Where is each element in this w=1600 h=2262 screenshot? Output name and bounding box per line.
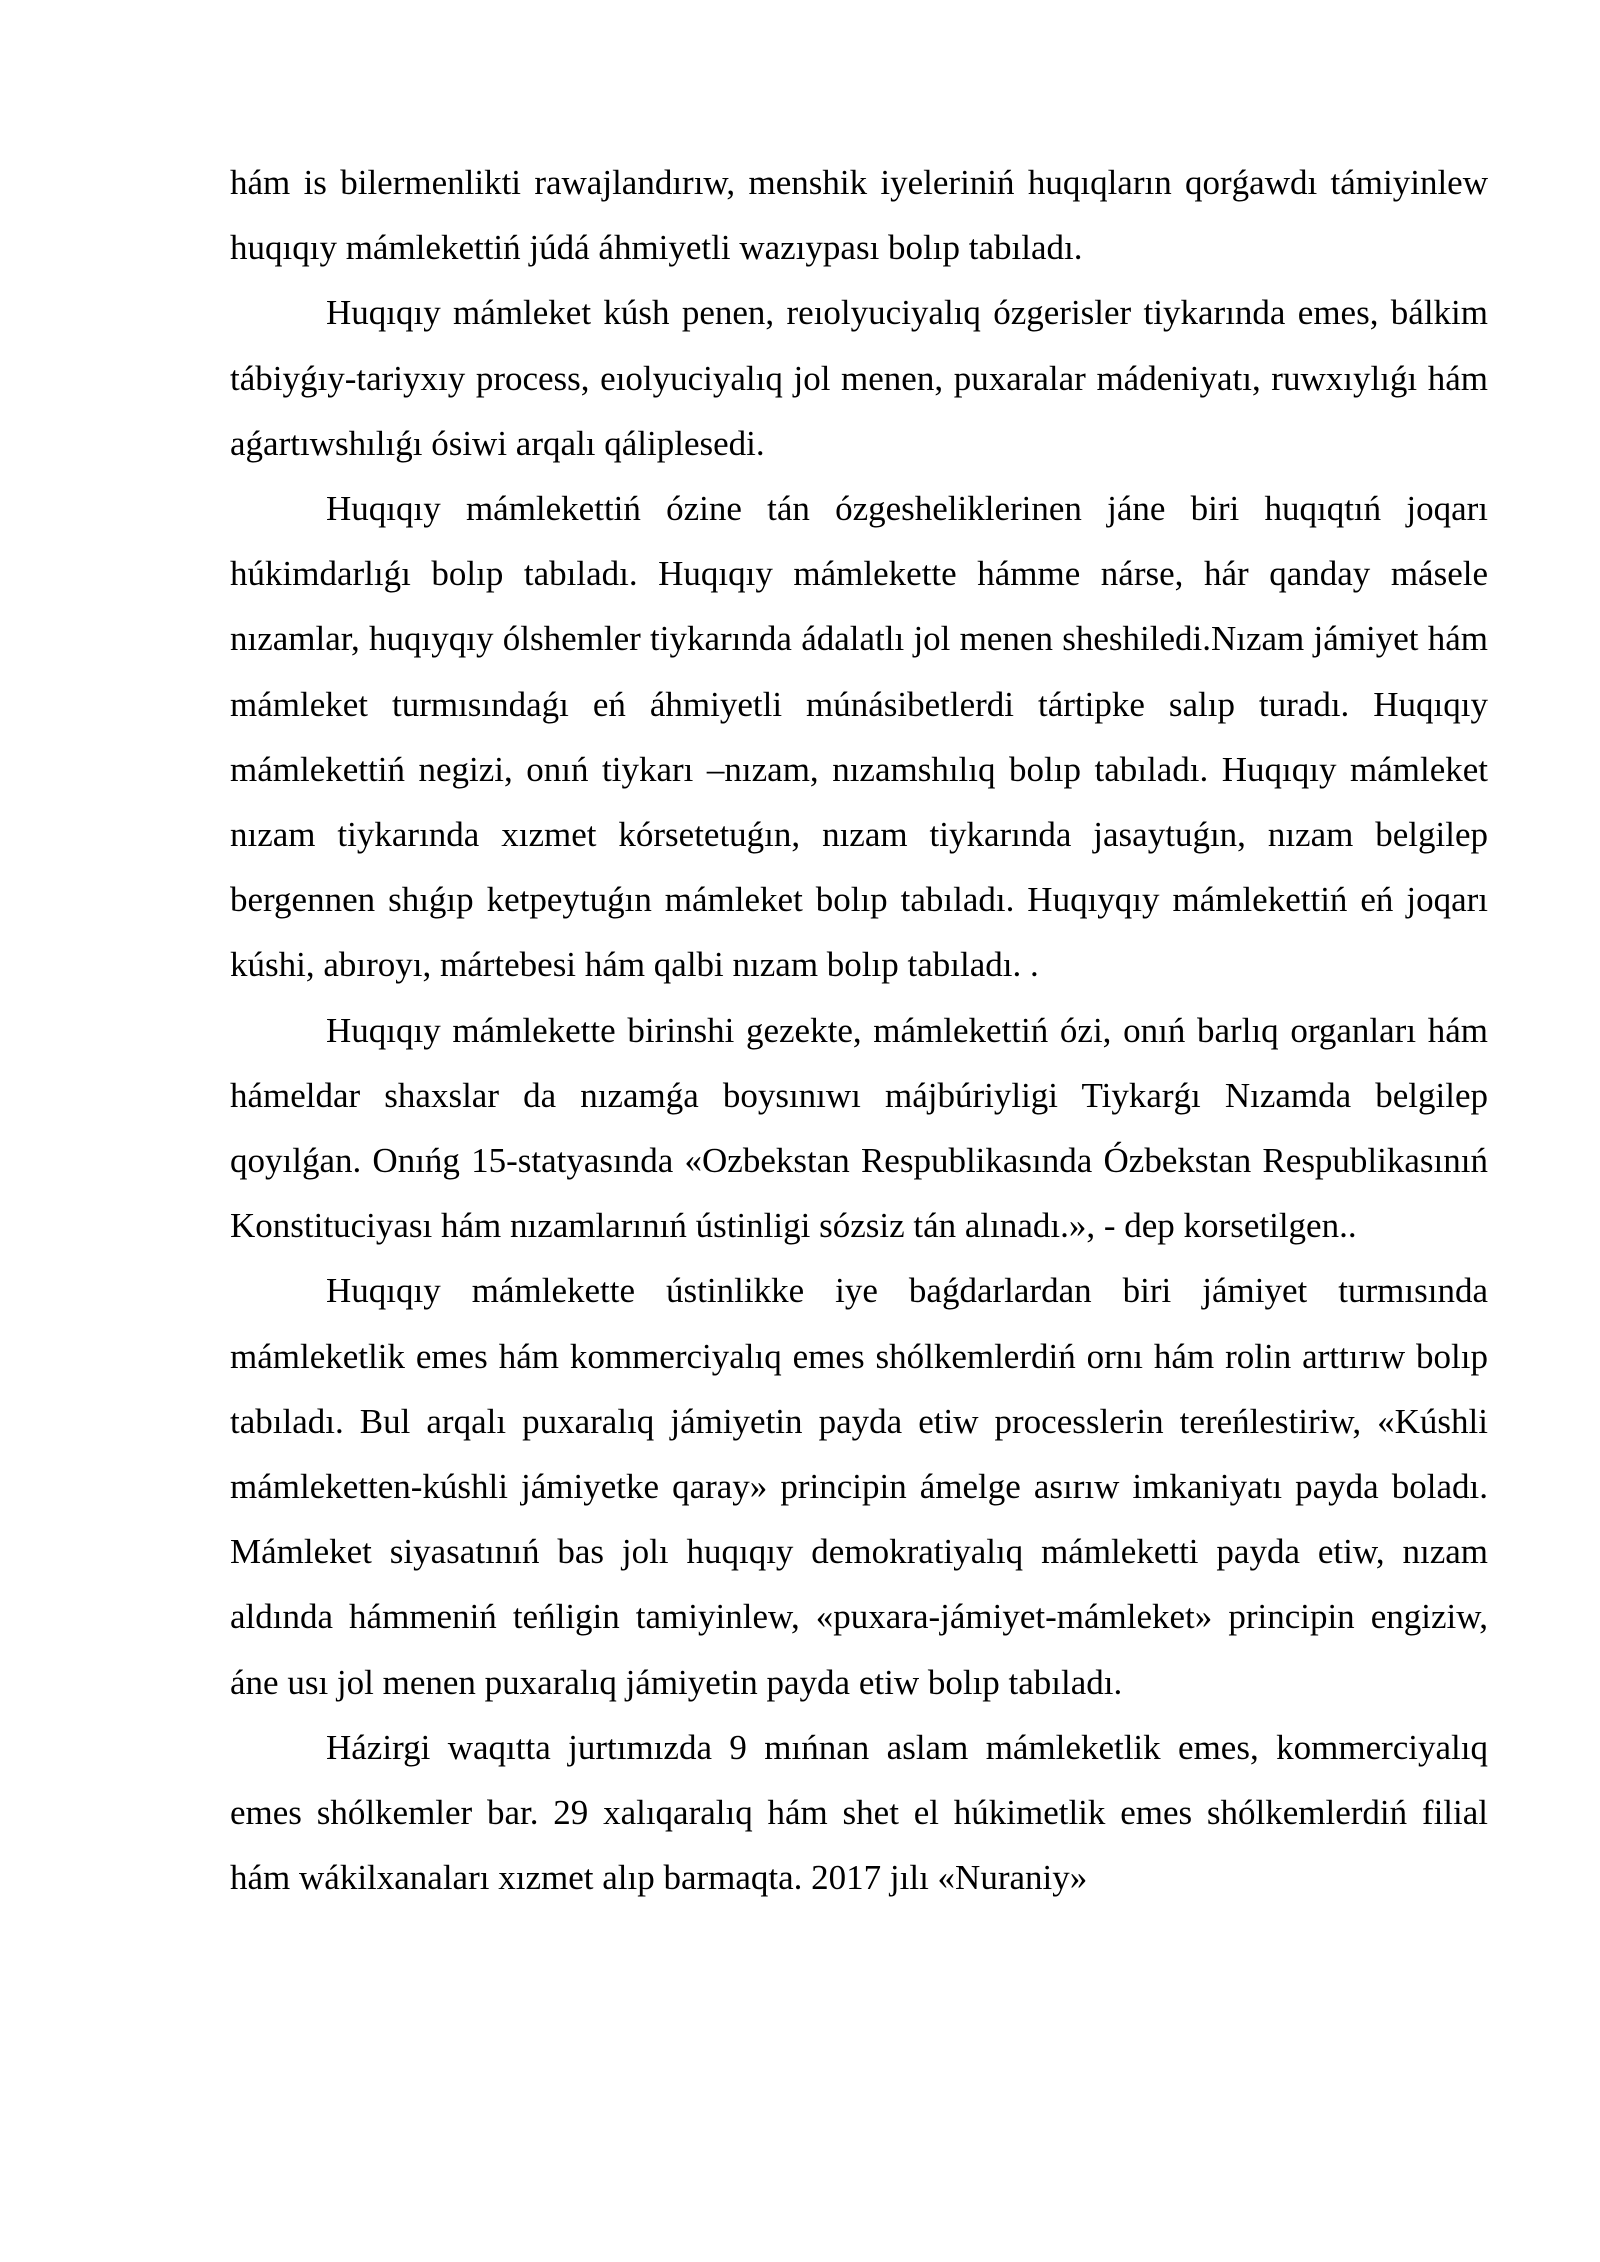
paragraph-4: Huqıqıy mámlekette birinshi gezekte, mámlekettiń ózi, onıń barlıq organları hám hámeldar shaxslar da nızamǵa boysınıwı májbúriyligi Tiykarǵı Nızamda belgilep qoyılǵan. Onıńg 15-statyasında «Ozbekstan Respublikasında Ózbekstan Respublikasınıń Konstituciyası hám nızamlarınıń ústinligi sózsiz tán alınadı.», - dep korsetilgen.. xyxy=(230,1010,1488,1246)
paragraph-3: Huqıqıy mámlekettiń ózine tán ózgesheliklerinen jáne biri huqıqtıń joqarı húkimdarlıǵı bolıp tabıladı. Huqıqıy mámlekette hámme nárse, hár qanday másele nızamlar, huqıyqıy ólshemler tiykarında ádalatlı jol menen sheshiledi.Nızam jámiyet hám mámleket turmısındaǵı eń áhmiyetli múnásibetlerdi tártipke salıp turadı. Huqıqıy mámlekettiń negizi, onıń tiykarı –nızam, nızamshılıq bolıp tabıladı. Huqıqıy mámleket nızam tiykarında xızmet kórsetetuǵın, nızam tiykarında jasaytuǵın, nızam belgilep bergennen shıǵıp ketpeytuǵın mámleket bolıp tabıladı. Huqıyqıy mámlekettiń eń joqarı kúshi, abıroyı, mártebesi hám qalbi nızam bolıp tabıladı. . xyxy=(230,489,1488,985)
paragraph-2: Huqıqıy mámleket kúsh penen, reıolyuciyalıq ózgerisler tiykarında emes, bálkim tábiyǵıy-tariyxıy process, eıolyuciyalıq jol menen, puxaralar mádeniyatı, ruwxıylıǵı hám aǵartıwshılıǵı ósiwi arqalı qáliplesedi. xyxy=(230,293,1488,463)
paragraph-1: hám is bilermenlikti rawajlandırıw, menshik iyeleriniń huqıqların qorǵawdı támiyinlew huqıqıy mámlekettiń júdá áhmiyetli wazıypası bolıp tabıladı. xyxy=(230,163,1488,268)
paragraph-6: Házirgi waqıtta jurtımızda 9 mıńnan aslam mámleketlik emes, kommerciyalıq emes shólkemler bar. 29 xalıqaralıq hám shet el húkimetlik emes shólkemlerdiń filial hám wákilxanaları xızmet alıp barmaqta. 2017 jılı «Nuraniy» xyxy=(230,1727,1488,1898)
document-body xyxy=(230,150,1488,1910)
paragraph-5: Huqıqıy mámlekette ústinlikke iye baǵdarlardan biri jámiyet turmısında mámleketlik emes hám kommerciyalıq emes shólkemlerdiń ornı hám rolin arttırıw bolıp tabıladı. Bul arqalı puxaralıq jámiyetin payda etiw processlerin tereńlestiriw, «Kúshli mámleketten-kúshli jámiyetke qaray» principin ámelge asırıw imkaniyatı payda boladı. Mámleket siyasatınıń bas jolı huqıqıy demokratiyalıq mámleketti payda etiw, nızam aldında hámmeniń teńligin tamiyinlew, «puxara-jámiyet-mámleket» principin engiziw, áne usı jol menen puxaralıq jámiyetin payda etiw bolıp tabıladı. xyxy=(230,1271,1488,1702)
